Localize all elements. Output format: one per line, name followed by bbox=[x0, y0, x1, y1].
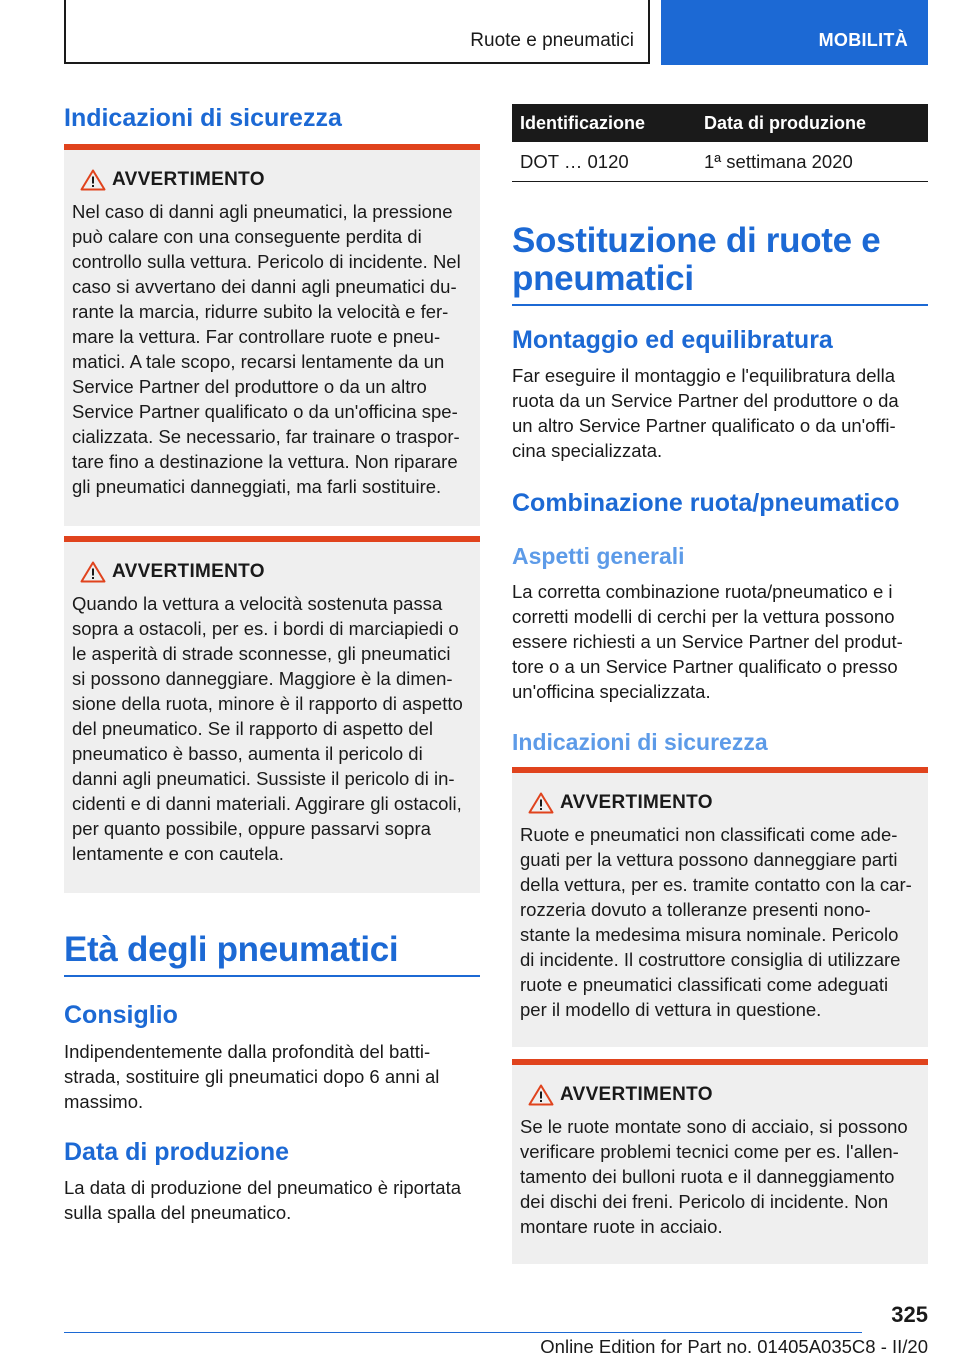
general-text bbox=[512, 579, 928, 704]
replace-heading bbox=[512, 222, 928, 306]
page-number: 325 bbox=[891, 1302, 928, 1327]
footer-divider bbox=[64, 1332, 862, 1333]
text-line: ruota da un Service Partner del produttore o da bbox=[512, 390, 899, 411]
section-title: MOBILITÀ bbox=[818, 30, 908, 50]
text-line: matici. A tale scopo, recarsi lentamente da un bbox=[72, 351, 445, 372]
warning-box-unsuitable-wheels bbox=[512, 767, 928, 1047]
safety-heading-right: Indicazioni di sicurezza bbox=[512, 729, 768, 755]
text-line: le asperità di strade sconnesse, gli pneumatici bbox=[72, 643, 451, 664]
safety-heading-left: Indicazioni di sicurezza bbox=[64, 104, 342, 132]
heading-line: pneumatici bbox=[512, 259, 694, 298]
text-line: della vettura, per es. tramite contatto con la car- bbox=[520, 874, 912, 895]
warning-title: AVVERTIMENTO bbox=[112, 169, 265, 190]
text-line: verificare problemi tecnici come per es. l'allen- bbox=[520, 1141, 899, 1162]
text-line: Far eseguire il montaggio e l'equilibratura della bbox=[512, 365, 895, 386]
warning-triangle-icon bbox=[520, 790, 560, 816]
text-line: può calare con una conseguente perdita di bbox=[72, 226, 422, 247]
text-line: sione della ruota, minore è il rapporto di aspetto bbox=[72, 693, 463, 714]
warning-text bbox=[72, 591, 472, 866]
dot-table bbox=[512, 104, 928, 182]
text-line: essere richiesti a un Service Partner del produt- bbox=[512, 631, 903, 652]
text-line: un'officina specializzata. bbox=[512, 681, 711, 702]
warning-title: AVVERTIMENTO bbox=[560, 1084, 713, 1105]
header-chapter-box bbox=[64, 0, 650, 64]
chapter-title: Ruote e pneumatici bbox=[470, 30, 634, 51]
text-line: cializzata. Se necessario, far trainare o traspor- bbox=[72, 426, 460, 447]
text-line: danni agli pneumatici. Sussiste il pericolo di in- bbox=[72, 768, 455, 789]
warning-text bbox=[72, 199, 472, 499]
text-line: Indipendentemente dalla profondità del batti- bbox=[64, 1041, 431, 1062]
warning-triangle-icon bbox=[520, 1082, 560, 1108]
text-line: del pneumatico. Se il rapporto di aspetto del bbox=[72, 718, 433, 739]
header-section-tab[interactable] bbox=[661, 0, 928, 65]
text-line: massimo. bbox=[64, 1091, 144, 1112]
text-line: Service Partner qualificato o da un'officina spe- bbox=[72, 401, 458, 422]
text-line: tore o a un Service Partner qualificato o presso bbox=[512, 656, 898, 677]
text-line: un altro Service Partner qualificato o da un'offi- bbox=[512, 415, 896, 436]
text-line: strada, sostituire gli pneumatici dopo 6 anni al bbox=[64, 1066, 440, 1087]
text-line: controllo sulla vettura. Pericolo di incidente. Nel bbox=[72, 251, 461, 272]
table-cell: DOT … 0120 bbox=[520, 150, 629, 172]
table-cell: 1ª settimana 2020 bbox=[704, 150, 853, 172]
column-header: Identificazione bbox=[520, 112, 646, 133]
combo-heading: Combinazione ruota/pneumatico bbox=[512, 489, 900, 517]
text-line: pneumatico è basso, aumenta il pericolo di bbox=[72, 743, 423, 764]
text-line: montare ruote in acciaio. bbox=[520, 1216, 723, 1237]
text-line: Service Partner del produttore o da un altro bbox=[72, 376, 427, 397]
text-line: dei dischi dei freni. Pericolo di incidente. Non bbox=[520, 1191, 889, 1212]
text-line: caso si avvertano dei danni agli pneumatici du- bbox=[72, 276, 457, 297]
text-line: La data di produzione del pneumatico è riportata bbox=[64, 1177, 461, 1198]
text-line: La corretta combinazione ruota/pneumatico e i bbox=[512, 581, 893, 602]
text-line: mare la vettura. Far controllare ruote e pneu- bbox=[72, 326, 441, 347]
production-date-heading: Data di produzione bbox=[64, 1138, 289, 1166]
mount-heading: Montaggio ed equilibratura bbox=[512, 326, 833, 354]
table-header bbox=[512, 104, 928, 142]
text-line: tamento dei bulloni ruota e il danneggiamento bbox=[520, 1166, 895, 1187]
advice-heading: Consiglio bbox=[64, 1001, 178, 1029]
text-line: per quanto possibile, oppure passarvi sopra bbox=[72, 818, 431, 839]
text-line: lentamente e con cautela. bbox=[72, 843, 284, 864]
warning-triangle-icon bbox=[72, 167, 112, 193]
mount-text bbox=[512, 363, 928, 463]
text-line: cidenti e di danni materiali. Aggirare gli ostacoli, bbox=[72, 793, 462, 814]
advice-text bbox=[64, 1039, 480, 1114]
warning-box-obstacles bbox=[64, 536, 480, 893]
text-line: per il modello di vettura in questione. bbox=[520, 999, 822, 1020]
text-line: di incidente. Il costruttore consiglia di utilizzare bbox=[520, 949, 901, 970]
warning-title: AVVERTIMENTO bbox=[560, 792, 713, 813]
text-line: Se le ruote montate sono di acciaio, si possono bbox=[520, 1116, 908, 1137]
column-header: Data di produzione bbox=[704, 112, 866, 133]
production-date-text bbox=[64, 1175, 480, 1225]
warning-text bbox=[520, 1114, 920, 1239]
age-heading: Età degli pneumatici bbox=[64, 931, 480, 977]
text-line: sopra a ostacoli, per es. i bordi di marciapiedi o bbox=[72, 618, 459, 639]
text-line: Nel caso di danni agli pneumatici, la pressione bbox=[72, 201, 453, 222]
warning-text bbox=[520, 822, 920, 1022]
text-line: si possono danneggiare. Maggiore è la dimen- bbox=[72, 668, 453, 689]
text-line: stante la medesima misura nominale. Pericolo bbox=[520, 924, 899, 945]
text-line: guati per la vettura possono danneggiare parti bbox=[520, 849, 898, 870]
text-line: gli pneumatici danneggiati, ma farli sostituire. bbox=[72, 476, 442, 497]
text-line: Ruote e pneumatici non classificati come ade- bbox=[520, 824, 898, 845]
text-line: ruote e pneumatici classificati come adeguati bbox=[520, 974, 889, 995]
text-line: tare fino a destinazione la vettura. Non riparare bbox=[72, 451, 458, 472]
text-line: corretti modelli di cerchi per la vettura possono bbox=[512, 606, 895, 627]
text-line: rozzeria dovuto a tolleranze presenti nono- bbox=[520, 899, 871, 920]
heading-line: Sostituzione di ruote e bbox=[512, 221, 881, 260]
warning-box-steel-wheels bbox=[512, 1059, 928, 1264]
warning-title: AVVERTIMENTO bbox=[112, 561, 265, 582]
text-line: rante la marcia, ridurre subito la velocità e fer- bbox=[72, 301, 449, 322]
edition-footer: Online Edition for Part no. 01405A035C8 - II/20 bbox=[540, 1336, 928, 1357]
text-line: Quando la vettura a velocità sostenuta passa bbox=[72, 593, 443, 614]
text-line: sulla spalla del pneumatico. bbox=[64, 1202, 292, 1223]
table-row bbox=[512, 142, 928, 182]
general-heading: Aspetti generali bbox=[512, 543, 685, 569]
warning-box-tire-damage bbox=[64, 144, 480, 526]
text-line: cina specializzata. bbox=[512, 440, 663, 461]
warning-triangle-icon bbox=[72, 559, 112, 585]
